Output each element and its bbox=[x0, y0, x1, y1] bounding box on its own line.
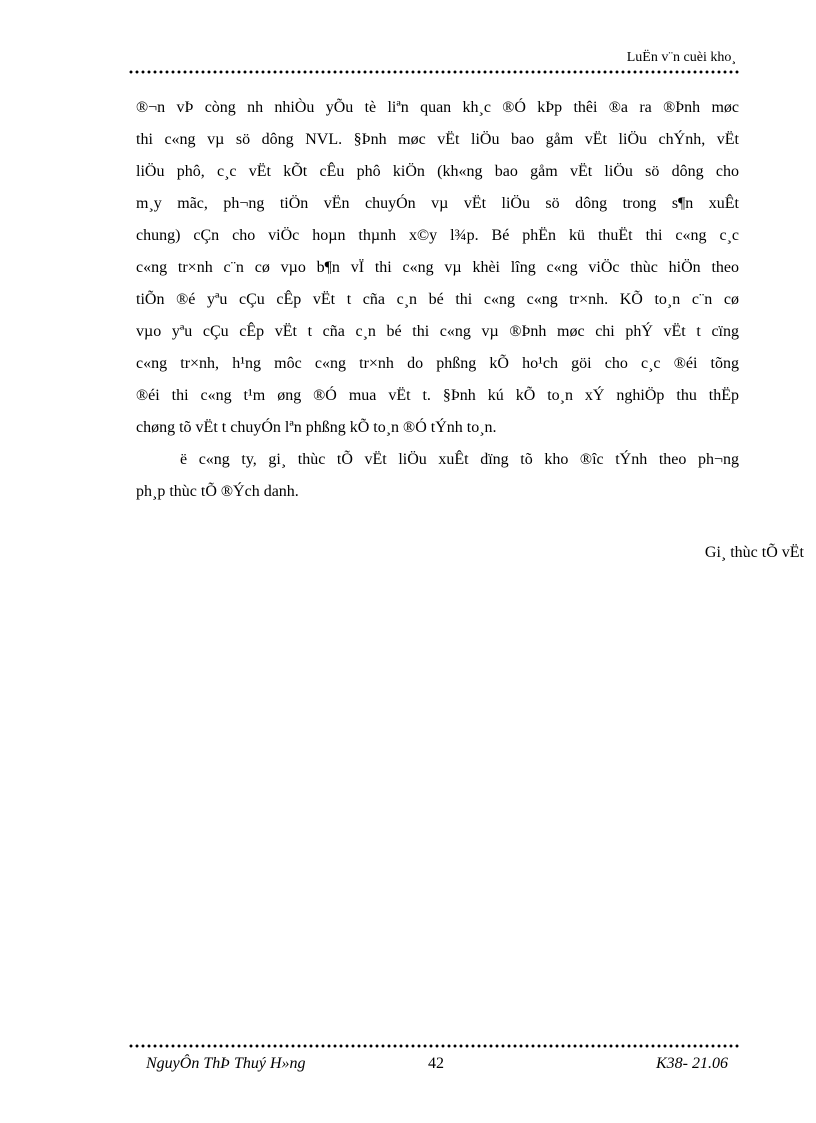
header-dotted-divider bbox=[128, 69, 740, 75]
body-line: chøng tõ vËt t chuyÓn lªn phßng kÕ to¸n ®Ó tÝnh to¸n. bbox=[136, 419, 497, 436]
section-caption: Gi¸ thùc tÕ vËt bbox=[704, 544, 804, 561]
body-line: tiÕn ®é yªu cÇu cÊp vËt t cña c¸n bé thi c«ng c«ng tr×nh. KÕ to¸n c¨n cø bbox=[136, 291, 739, 308]
body-text bbox=[136, 92, 739, 508]
body-line: thi c«ng vµ sö dông NVL. §Þnh møc vËt liÖu bao gåm vËt liÖu chÝnh, vËt bbox=[136, 131, 739, 148]
body-line: ë c«ng ty, gi¸ thùc tÕ vËt liÖu xuÊt dïng tõ kho ®îc tÝnh theo ph¬ng bbox=[180, 451, 739, 468]
body-line: liÖu phô, c¸c vËt kÕt cÊu phô kiÖn (kh«ng bao gåm vËt liÖu sö dông cho bbox=[136, 163, 739, 180]
body-line: c«ng tr×nh, h¹ng môc c«ng tr×nh do phßng kÕ ho¹ch göi cho c¸c ®éi tõng bbox=[136, 355, 739, 372]
body-line: ®¬n vÞ còng nh nhiÒu yÕu tè liªn quan kh¸c ®Ó kÞp thêi ®a ra ®Þnh møc bbox=[136, 99, 739, 116]
body-line: m¸y mãc, ph¬ng tiÖn vËn chuyÓn vµ vËt liÖu sö dông trong s¶n xuÊt bbox=[136, 195, 739, 212]
body-line: vµo yªu cÇu cÊp vËt t cña c¸n bé thi c«ng vµ ®Þnh møc chi phÝ vËt t cïng bbox=[136, 323, 739, 340]
footer-author: NguyÔn ThÞ Thuý H»ng bbox=[146, 1055, 306, 1072]
body-line: chung) cÇn cho viÖc hoµn thµnh x©y l¾p. Bé phËn kü thuËt thi c«ng c¸c bbox=[136, 227, 739, 244]
footer-class-code: K38- 21.06 bbox=[656, 1055, 728, 1072]
footer-dotted-divider bbox=[128, 1043, 740, 1049]
footer-page-number: 42 bbox=[428, 1055, 444, 1072]
body-line: ®éi thi c«ng t¹m øng ®Ó mua vËt t. §Þnh kú kÕ to¸n xÝ nghiÖp thu thËp bbox=[136, 387, 739, 404]
body-line: c«ng tr×nh c¨n cø vµo b¶n vÏ thi c«ng vµ khèi lîng c«ng viÖc thùc hiÖn theo bbox=[136, 259, 739, 276]
header-title: LuËn v¨n cuèi kho¸ bbox=[626, 50, 736, 65]
body-line: ph¸p thùc tÕ ®Ých danh. bbox=[136, 483, 299, 500]
